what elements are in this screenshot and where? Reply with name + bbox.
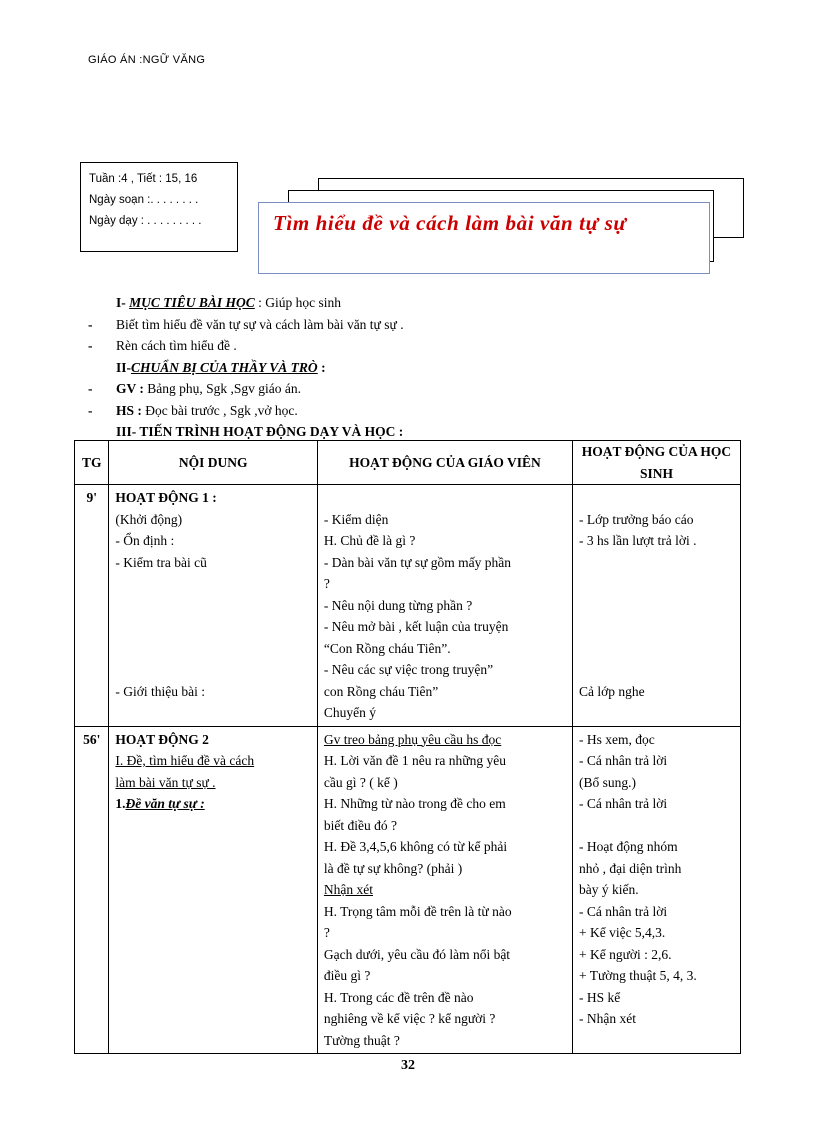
cell-content: HOẠT ĐỘNG 1 : (Khởi động) - Ổn định : - Kiểm tra bài cũ - Giới thiệu bài : (109, 485, 318, 727)
table-header-row (75, 441, 741, 485)
cell-teacher-activity: Gv treo bảng phụ yêu cầu hs đọc H. Lời văn đề 1 nêu ra những yêu cầu gì ? ( kể ) H. Những từ nào trong đề cho em biết điều đó ? H. Đề 3,4,5,6 không có từ kể phải là đề tự sự không? (phải ) Nhận xét H. Trọng tâm mỗi đề trên là từ nào ? Gạch dưới, yêu cầu đó làm nổi bật điều gì ? H. Trong các đề trên đề nào nghiêng về kể việc ? kể người ? Tường thuật ? (317, 726, 572, 1054)
teaching-date-line: Ngày dạy : . . . . . . . . . (89, 215, 202, 227)
lesson-objectives (88, 292, 728, 443)
header-time: TG (75, 441, 109, 485)
objective-item: - Rèn cách tìm hiểu đề . (88, 338, 237, 353)
prepared-date-line: Ngày soạn :. . . . . . . . (89, 194, 199, 206)
section-preparation-heading: II-CHUẨN BỊ CỦA THẦY VÀ TRÒ : (116, 359, 326, 375)
section-objectives-heading: I- MỤC TIÊU BÀI HỌC : Giúp học sinh (116, 295, 342, 310)
table-row (75, 726, 741, 1054)
preparation-teacher: - GV : Bảng phụ, Sgk ,Sgv giáo án. (88, 381, 302, 396)
lesson-activity-table (74, 440, 741, 1054)
lesson-info-box (80, 162, 238, 252)
objective-item: - Biết tìm hiểu đề văn tự sự và cách làm bài văn tự sự . (88, 316, 404, 332)
title-box (258, 202, 710, 274)
lesson-title: Tìm hiểu đề và cách làm bài văn tự sự (273, 211, 627, 235)
cell-teacher-activity: - Kiểm diện H. Chủ đề là gì ? - Dàn bài văn tự sự gồm mấy phần ? - Nêu nội dung từng phần ? - Nêu mở bài , kết luận của truyện “Con Rồng cháu Tiên”. - Nêu các sự việc trong truyện” con Rồng cháu Tiên” Chuyển ý (317, 485, 572, 727)
header-student-activity: HOẠT ĐỘNG CỦA HỌC SINH (572, 441, 740, 485)
cell-content: HOẠT ĐỘNG 2 I. Đề, tìm hiểu đề và cách làm bài văn tự sự . 1.Đề văn tự sự : (109, 726, 318, 1054)
header-teacher-activity: HOẠT ĐỘNG CỦA GIÁO VIÊN (317, 441, 572, 485)
header-note: GIÁO ÁN :NGỮ VĂNG (88, 54, 206, 66)
week-period-line: Tuần :4 , Tiết : 15, 16 (89, 173, 198, 185)
table-row (75, 485, 741, 727)
cell-time: 56' (75, 726, 109, 1054)
cell-student-activity: - Hs xem, đọc - Cá nhân trả lời (Bổ sung.) - Cá nhân trả lời - Hoạt động nhóm nhỏ , đại diện trình bày ý kiến. - Cá nhân trả lời + Kể việc 5,4,3. + Kể người : 2,6. + Tường thuật 5, 4, 3. - HS kể - Nhận xét (572, 726, 740, 1054)
page-number: 32 (401, 1058, 415, 1073)
preparation-students: - HS : Đọc bài trước , Sgk ,vở học. (88, 402, 298, 418)
section-procedure-heading: III- TIẾN TRÌNH HOẠT ĐỘNG DẠY VÀ HỌC : (116, 424, 404, 439)
cell-time: 9' (75, 485, 109, 727)
cell-student-activity: - Lớp trưởng báo cáo - 3 hs lần lượt trả lời . Cả lớp nghe (572, 485, 740, 727)
header-content: NỘI DUNG (109, 441, 318, 485)
